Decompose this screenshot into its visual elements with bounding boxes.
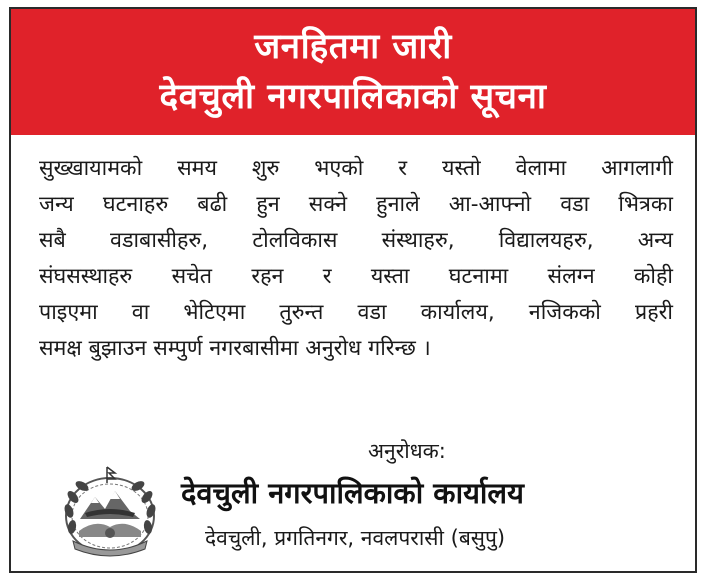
body-line-1: सुख्खायामको समय शुरु भएको र यस्तो वेलामा आगलागी xyxy=(39,156,673,181)
body-line-3: सबै वडाबासीहरु, टोलविकास संस्थाहरु, विद्यालयहरु, अन्य xyxy=(39,228,673,253)
nepal-government-emblem-icon xyxy=(55,461,165,561)
requester-label: अनुरोधक: xyxy=(368,439,446,463)
notice-body xyxy=(39,151,673,367)
body-line-6: समक्ष बुझाउन सम्पुर्ण नगरबासीमा अनुरोध गरिन्छ । xyxy=(39,336,431,361)
header-title-line-1: जनहितमा जारी xyxy=(254,27,452,67)
notice-header xyxy=(11,9,695,135)
org-name: देवचुली नगरपालिकाको कार्यालय xyxy=(181,476,524,510)
body-line-5: पाइएमा वा भेटिएमा तुरुन्त वडा कार्यालय, नजिकको प्रहरी xyxy=(39,300,673,325)
org-address: देवचुली, प्रगतिनगर, नवलपरासी (बसुपु) xyxy=(205,526,506,550)
body-line-2: जन्य घटनाहरु बढी हुन सक्ने हुनाले आ-आफ्नो वडा भित्रका xyxy=(39,192,673,217)
header-title-line-2: देवचुली नगरपालिकाको सूचना xyxy=(159,77,547,117)
public-notice xyxy=(9,7,697,573)
body-line-4: संघसस्थाहरु सचेत रहन र यस्ता घटनामा संलग्न कोही xyxy=(39,264,673,289)
